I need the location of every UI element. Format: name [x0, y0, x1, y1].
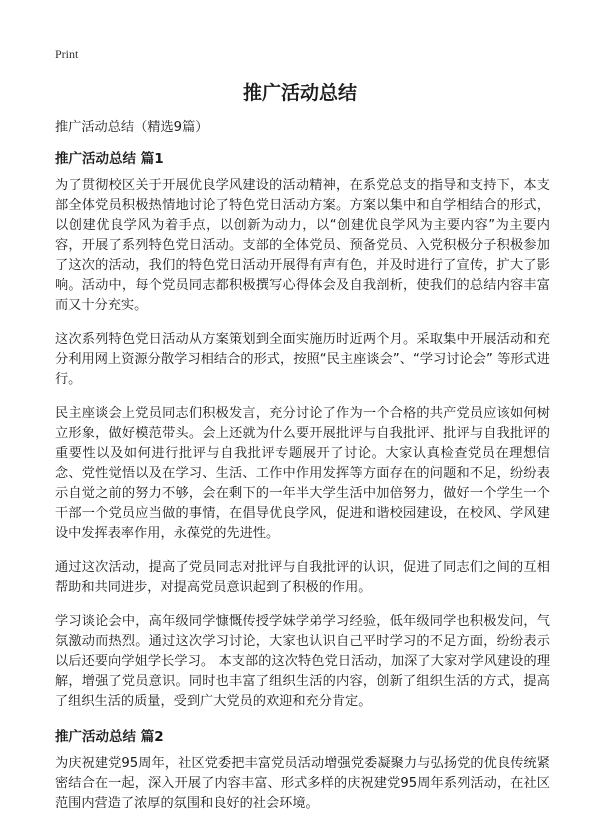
print-link[interactable]: Print	[55, 47, 79, 61]
section-heading-1: 推广活动总结 篇1	[55, 151, 164, 167]
document-body	[55, 118, 550, 828]
section-2-paragraph: 为庆祝建党95周年，社区党委把丰富党员活动增强党委凝聚力与弘扬党的优良传统紧密结合在一起，深入开展了内容丰富、形式多样的庆祝建党95周年系列活动，在社区范围内营造了浓厚的氛围和良好的社会环境。	[55, 756, 550, 811]
section-heading-2: 推广活动总结 篇2	[55, 729, 164, 745]
section-1-paragraph: 这次系列特色党日活动从方案策划到全面实施历时近两个月。采取集中开展活动和充分利用网上资源分散学习相结合的形式，按照“民主座谈会”、“学习讨论会” 等形式进行。	[55, 332, 550, 387]
page-title: 推广活动总结	[242, 82, 357, 104]
section-1-paragraph: 学习谈论会中，高年级同学慷慨传授学妹学弟学习经验，低年级同学也积极发问，气氛激动而热烈。通过这次学习讨论，大家也认识自己平时学习的不足方面，纷纷表示以后还要向学姐学长学习。 本支部的这次特色党日活动，加深了大家对学风建设的理解，增强了党员意识。同时也丰富了组织生活的内容，创新了组织生活的方式，提高了组织生活的质量，受到广大党员的欢迎和充分肯定。	[55, 614, 550, 709]
section-1-paragraph: 通过这次活动，提高了党员同志对批评与自我批评的认识，促进了同志们之间的互相帮助和共同进步，对提高党员意识起到了积极的作用。	[55, 560, 550, 595]
section-1-paragraph: 为了贯彻校区关于开展优良学风建设的活动精神，在系党总支的指导和支持下，本支部全体党员积极热情地讨论了特色党日活动方案。方案以集中和自学相结合的形式，以创建优良学风为着手点，以创新为动力，以“创建优良学风为主要内容”为主要内容，开展了系列特色党日活动。支部的全体党员、预备党员、入党积极分子积极参加了这次的活动，我们的特色党日活动开展得有声有色，并及时进行了宣传，扩大了影响。活动中，每个党员同志都积极撰写心得体会及自我剖析，使我们的总结内容丰富而又十分充实。	[55, 178, 550, 313]
section-1-paragraph: 民主座谈会上党员同志们积极发言，充分讨论了作为一个合格的共产党员应该如何树立形象，做好模范带头。会上还就为什么要开展批评与自我批评、批评与自我批评的重要性以及如何进行批评与自我批评专题展开了讨论。大家认真检查党员在理想信念、党性觉悟以及在学习、生活、工作中作用发挥等方面存在的问题和不足，纷纷表示自觉之前的努力不够，会在剩下的一年半大学生活中加倍努力，做好一个学生一个干部一个党员应当做的事情，在倡导优良学风，促进和谐校园建设，在校风、学风建设中发挥表率作用，永葆党的先进性。	[55, 406, 550, 541]
document-subtitle: 推广活动总结（精选9篇）	[55, 120, 209, 135]
